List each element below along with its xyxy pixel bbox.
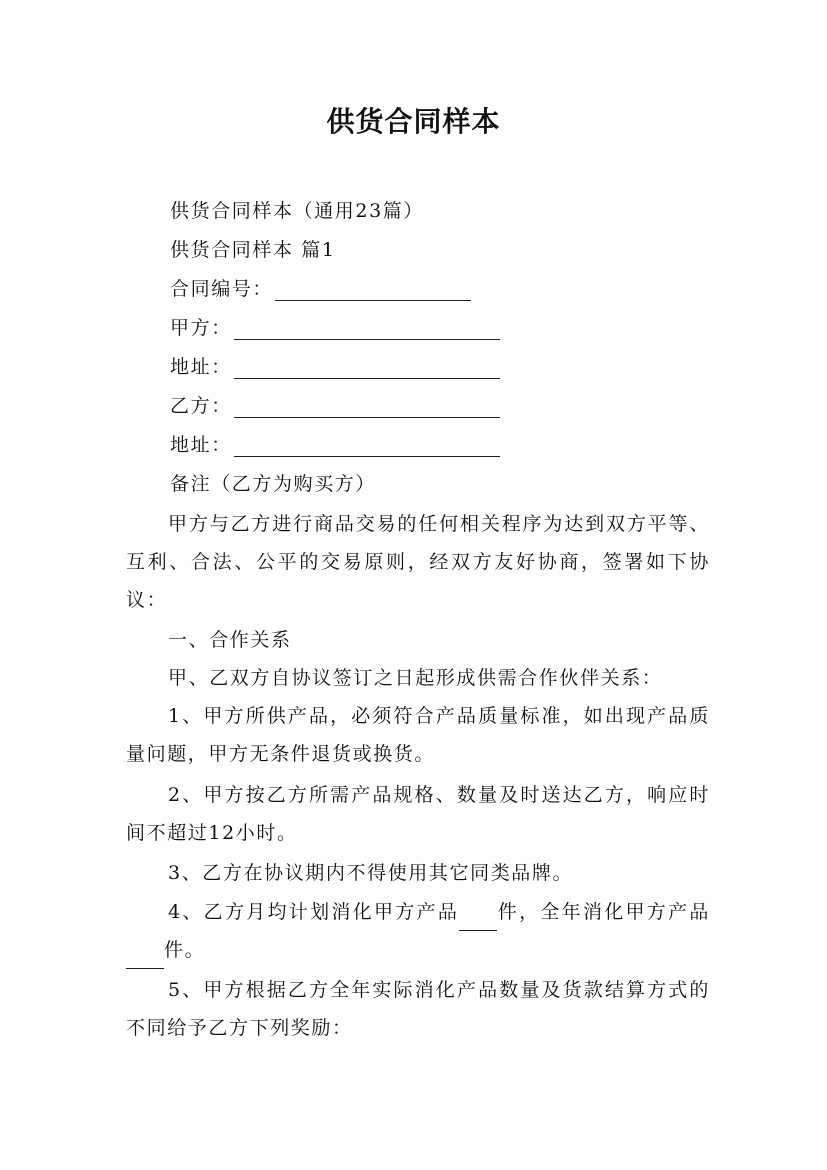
clause-item-4-part-c: 件。 (164, 939, 206, 961)
clause-item-4 (126, 893, 710, 969)
buyer-note: 备注（乙方为购买方） (170, 473, 377, 495)
intro-paragraph: 甲方与乙方进行商品交易的任何相关程序为达到双方平等、互利、合法、公平的交易原则，经双方友好协商，签署如下协议： (126, 513, 710, 611)
section1-lead: 甲、乙双方自协议签订之日起形成供需合作伙伴关系： (168, 667, 663, 689)
address-a-label: 地址： (170, 356, 232, 378)
address-b-blank[interactable] (234, 436, 500, 457)
address-a-field (170, 355, 500, 379)
contract-number-label: 合同编号： (170, 278, 274, 300)
chapter-heading: 供货合同样本 篇1 (170, 239, 336, 261)
party-a-label: 甲方： (170, 317, 232, 339)
party-b-label: 乙方： (170, 395, 232, 417)
party-b-field (170, 394, 500, 418)
section1-heading: 一、合作关系 (168, 629, 292, 651)
party-b-blank[interactable] (234, 397, 500, 418)
contract-number-field (170, 277, 471, 301)
clause-item-2: 2、甲方按乙方所需产品规格、数量及时送达乙方，响应时间不超过12小时。 (126, 784, 710, 844)
clause-item-1: 1、甲方所供产品，必须符合产品质量标准，如出现产品质量问题，甲方无条件退货或换货。 (126, 705, 710, 765)
annual-quantity-blank[interactable] (126, 950, 164, 969)
clause-item-4-part-b: 件，全年消化甲方产品 (497, 901, 710, 923)
contract-number-blank[interactable] (275, 280, 471, 301)
clause-item-3: 3、乙方在协议期内不得使用其它同类品牌。 (168, 862, 574, 884)
address-a-blank[interactable] (234, 358, 500, 379)
clause-item-4-part-a: 4、乙方月均计划消化甲方产品 (168, 901, 460, 923)
document-title: 供货合同样本 (326, 105, 501, 138)
party-a-blank[interactable] (234, 319, 500, 340)
party-a-field (170, 316, 500, 340)
document-subtitle: 供货合同样本（通用23篇） (170, 200, 424, 222)
address-b-field (170, 433, 500, 457)
monthly-quantity-blank[interactable] (459, 912, 497, 931)
clause-item-5: 5、甲方根据乙方全年实际消化产品数量及货款结算方式的不同给予乙方下列奖励： (126, 979, 710, 1039)
address-b-label: 地址： (170, 434, 232, 456)
